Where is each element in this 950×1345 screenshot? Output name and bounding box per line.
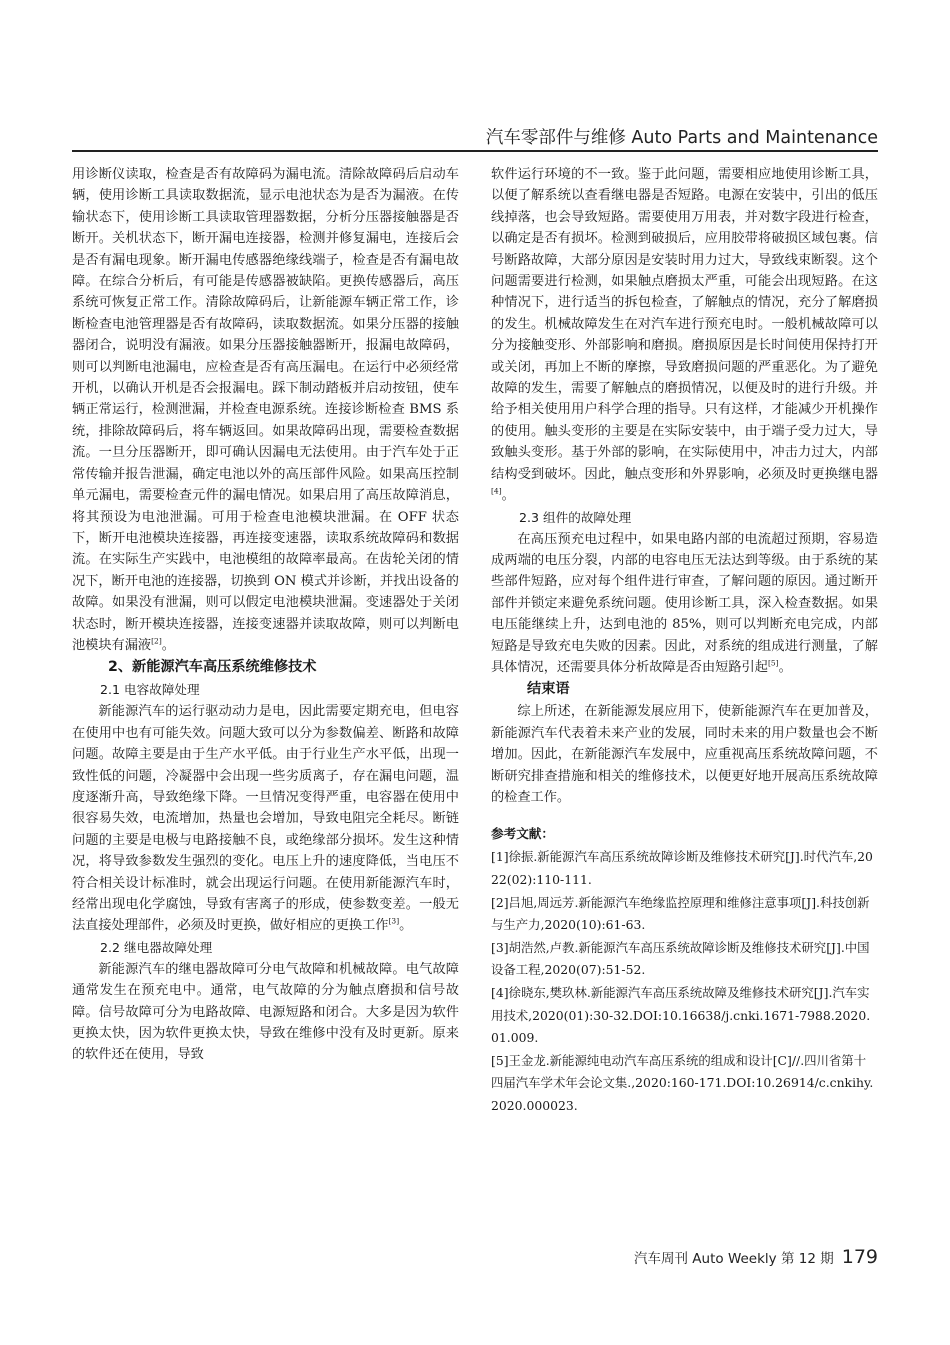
journal-name: 汽车周刊 Auto Weekly 第 12 期 <box>634 1251 834 1267</box>
citation: [2] <box>151 636 162 646</box>
left-column <box>72 164 459 1066</box>
paragraph: 新能源汽车的运行驱动动力是电，因此需要定期充电，但电容在使用中也有可能失效。问题大致可以分为参数偏差、断路和故障问题。故障主要是由于生产水平低。由于行业生产水平低，出现一致性低的问题，冷凝器中会出现一些劣质离子，存在漏电问题，温度逐渐升高，导致绝缘下降。一旦情况变得严重，电容器在使用中很容易失效，电流增加，热量也会增加，导致电阻完全耗尽。断链问题的主要是电极与电路接触不良，或绝缘部分损坏。发生这种情况，将导致参数发生强烈的变化。电压上升的速度降低，当电压不符合相关设计标准时，就会出现运行问题。在使用新能源汽车时，经常出现电化学腐蚀，导致有害离子的形成，使参数变差。一般无法直接处理部件，必须及时更换，做好相应的更换工作[3]。 <box>72 704 459 934</box>
citation: [5] <box>767 658 779 668</box>
citation: [3] <box>388 917 400 927</box>
page-number: 179 <box>841 1246 878 1268</box>
references <box>491 822 878 1117</box>
reference-item: [2]吕旭,周远芳.新能源汽车绝缘监控原理和维修注意事项[J].科技创新与生产力,2020(10):61-63. <box>491 894 870 933</box>
paragraph: 新能源汽车的继电器故障可分电气故障和机械故障。电气故障通常发生在预充电中。通常，电气故障的分为触点磨损和信号故障。信号故障可分为电路故障、电源短路和闭合。大多是因为软件更换太快，因为软件更换太快，导致在维修中没有及时更新。原来的软件还在使用，导致 <box>72 961 459 1063</box>
reference-item: [1]徐振.新能源汽车高压系统故障诊断及维修技术研究[J].时代汽车,2022(02):110-111. <box>491 849 873 887</box>
paragraph: 在高压预充电过程中，如果电路内部的电流超过预期，容易造成两端的电压分裂，内部的电容电压无法达到等级。由于系统的某些部件短路，应对每个组件进行审查，了解问题的原因。通过断开部件并锁定来避免系统问题。使用诊断工具，深入检查数据。如果电压能继续上升，达到电池的 85%，则可以判断充电完成，内部短路是导致充电失败的因素。因此，对系统的组成进行测量，了解具体情况，还需要具体分析故障是否由短路引起[5]。 <box>491 531 878 675</box>
citation: [4] <box>491 486 502 496</box>
running-header: 汽车零部件与维修 Auto Parts and Maintenance <box>485 128 878 148</box>
conclusion-heading: 结束语 <box>527 681 570 698</box>
subsection-heading: 2.3 组件的故障处理 <box>519 509 632 525</box>
paragraph: 综上所述，在新能源发展应用下，使新能源汽车在更加普及，新能源汽车代表着未来产业的发展，同时未来的用户数量也会不断增加。因此，在新能源汽车发展中，应重视高压系统故障问题，不断研究排查措施和相关的维修技术，以便更好地开展高压系统故障的检查工作。 <box>491 704 878 805</box>
subsection-heading: 2.1 电容故障处理 <box>100 682 200 698</box>
reference-item: [4]徐晓东,樊玖林.新能源汽车高压系统故障及维修技术研究[J].汽车实用技术,2020(01):30-32.DOI:10.16638/j.cnki.1671-7988.2020.01.009. <box>491 984 871 1046</box>
references-title: 参考文献： <box>491 826 554 842</box>
paragraph: 用诊断仪读取，检查是否有故障码为漏电流。清除故障码后启动车辆，使用诊断工具读取数据流，显示电池状态为是否为漏液。在传输状态下，使用诊断工具读取管理器数据，分析分压器接触器是否断开。关机状态下，断开漏电连接器，检测并修复漏电，连接后会是否有漏电现象。断开漏电传感器绝缘线端子，检查是否有漏电故障。在综合分析后，有可能是传感器被缺陷。更换传感器后，高压系统可恢复正常工作。清除故障码后，让新能源车辆正常工作，诊断检查电池管理器是否有故障码，读取数据流。如果分压器的接触器闭合，说明没有漏液。如果分压器接触器断开，报漏电故障码，则可以判断电池漏电，应检查是否有高压漏电。在运行中必须经常开机，以确认开机是否会报漏电。踩下制动踏板并启动按钮，使车辆正常运行，检测泄漏，并检查电源系统。连接诊断检查 BMS 系统，排除故障码后，将车辆返回。如果故障码出现，需要检查数据流。一旦分压器断开，即可确认因漏电无法使用。由于汽车处于正常传输并报告泄漏，确定电池以外的高压部件风险。如果高压控制单元漏电，需要检查元件的漏电情况。如果启用了高压故障消息，将其预设为电池泄漏。可用于检查电池模块泄漏。在 OFF 状态下，断开电池模块连接器，再连接变速器，读取系统故障码和数据流。在实际生产实践中，电池模组的故障率最高。在齿轮关闭的情况下，断开电池的连接器，切换到 ON 模式并诊断，并找出设备的故障。如果没有泄漏，则可以假定电池模块泄漏。变速器处于关闭状态时，断开模块连接器，连接变速器并读取故障，则可以判断电池模块有漏液[2]。 <box>72 167 459 653</box>
page-footer <box>560 1246 878 1268</box>
right-column <box>491 164 878 1118</box>
reference-item: [3]胡浩然,卢教.新能源汽车高压系统故障诊断及维修技术研究[J].中国设备工程,2020(07):51-52. <box>491 939 870 978</box>
reference-item: [5]王金龙.新能源纯电动汽车高压系统的组成和设计[C]//.四川省第十四届汽车学术年会论文集.,2020:160-171.DOI:10.26914/c.cnkihy.2020.000023. <box>491 1052 874 1113</box>
section-heading: 2、新能源汽车高压系统维修技术 <box>108 659 317 676</box>
paragraph: 软件运行环境的不一致。鉴于此问题，需要相应地使用诊断工具，以便了解系统以查看继电器是否短路。电源在安装中，引出的低压线掉落，也会导致短路。需要使用万用表，并对数字段进行检查，以确定是否有损坏。检测到破损后，应用胶带将破损区域包裹。信号断路故障，大部分原因是安装时用力过大，导致线束断裂。这个问题需要进行检测，如果触点磨损太严重，可能会出现短路。在这种情况下，进行适当的拆包检查，了解触点的情况，充分了解磨损的发生。机械故障发生在对汽车进行预充电时。一般机械故障可以分为接触变形、外部影响和磨损。磨损原因是长时间使用保持打开或关闭，再加上不断的摩擦，导致磨损问题的严重恶化。为了避免故障的发生，需要了解触点的磨损情况，以便及时的进行升级。并给予相关使用用户科学合理的指导。只有这样，才能减少开机操作的使用。触头变形的主要是在实际安装中，由于端子受力过大，导致触头变形。基于外部的影响，在实际使用中，冲击力过大，内部结构受到破坏。因此，触点变形和外界影响，必须及时更换继电器[4]。 <box>491 167 878 504</box>
header-rule <box>72 150 878 152</box>
subsection-heading: 2.2 继电器故障处理 <box>100 939 213 955</box>
